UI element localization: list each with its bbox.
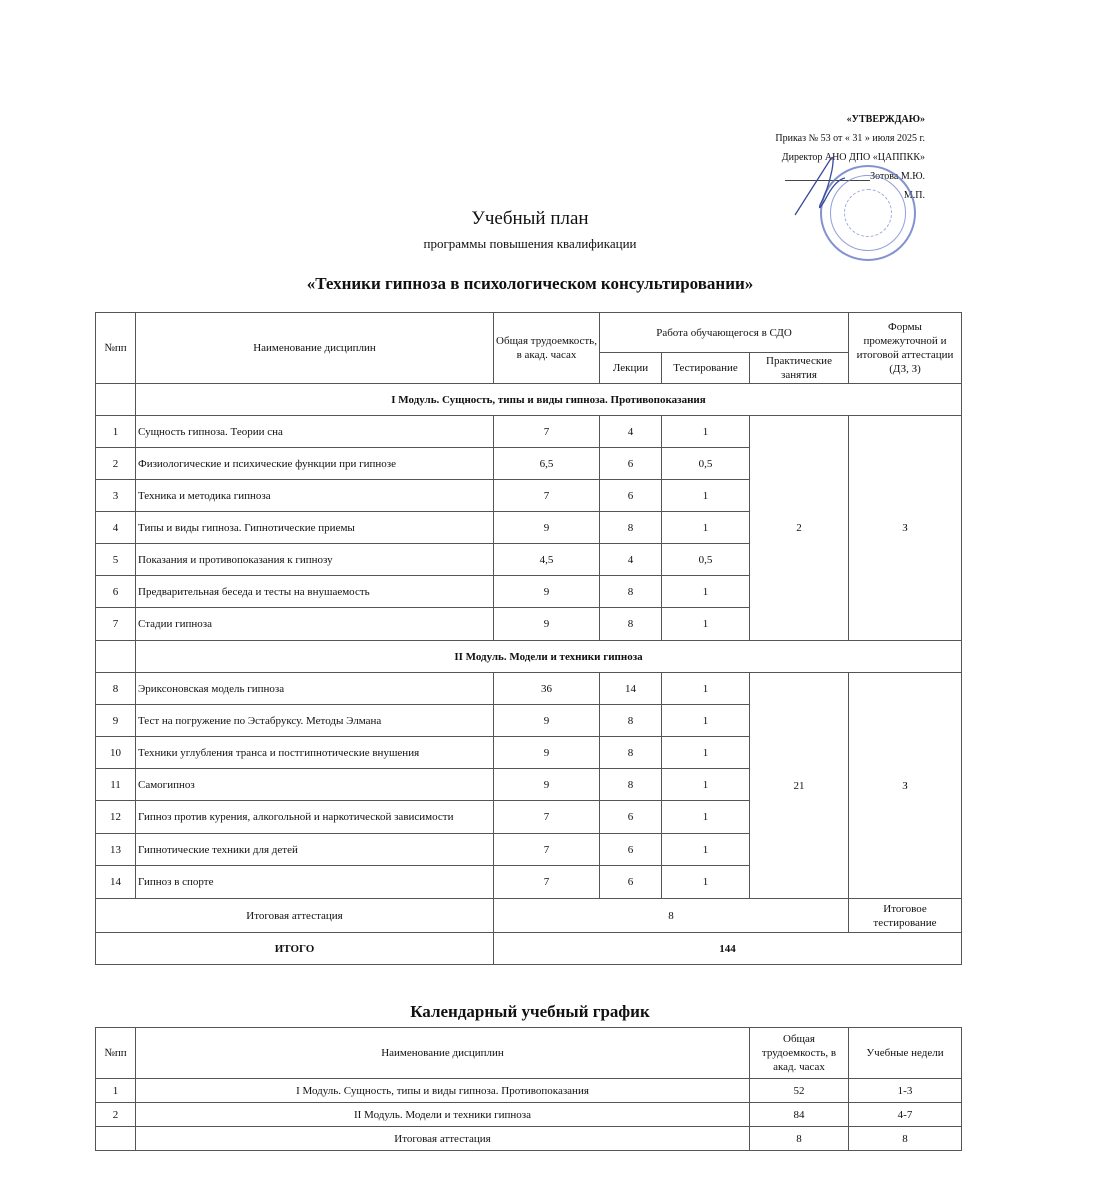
row-name: I Модуль. Сущность, типы и виды гипноза. Противопоказания [136, 1079, 750, 1103]
row-name: Гипноз в спорте [136, 866, 494, 899]
table-row [96, 1103, 962, 1127]
row-testing: 1 [662, 834, 750, 866]
row-name: Гипнотические техники для детей [136, 834, 494, 866]
row-name: Гипноз против курения, алкогольной и наркотической зависимости [136, 801, 494, 834]
row-name: Сущность гипноза. Теории сна [136, 416, 494, 448]
row-num: 6 [96, 576, 136, 608]
row-total: 36 [494, 673, 600, 705]
row-lectures: 8 [600, 512, 662, 544]
row-num: 13 [96, 834, 136, 866]
row-num: 12 [96, 801, 136, 834]
row-testing: 1 [662, 673, 750, 705]
calendar-title: Календарный учебный график [410, 1002, 650, 1021]
row-num: 1 [96, 416, 136, 448]
module-practice: 21 [750, 673, 849, 899]
row-lectures: 14 [600, 673, 662, 705]
row-total: 84 [750, 1103, 849, 1127]
cal-col-total-header: Общая трудоемкость, в акад. часах [750, 1028, 849, 1079]
col-practice-header: Практические занятия [750, 353, 849, 384]
page-title: Учебный план [471, 208, 589, 229]
row-total: 9 [494, 705, 600, 737]
row-name: Эриксоновская модель гипноза [136, 673, 494, 705]
approval-director: Директор АНО ДПО «ЦАППКК» [781, 152, 925, 163]
row-total: 7 [494, 834, 600, 866]
row-testing: 0,5 [662, 544, 750, 576]
final-label: Итоговая аттестация [96, 899, 494, 933]
col-total-header: Общая трудоемкость, в акад. часах [494, 313, 600, 384]
cal-col-weeks-header: Учебные недели [849, 1028, 962, 1079]
row-name: Типы и виды гипноза. Гипнотические приемы [136, 512, 494, 544]
row-name: Техники углубления транса и постгипнотические внушения [136, 737, 494, 769]
col-name-header: Наименование дисциплин [136, 313, 494, 384]
row-num: 11 [96, 769, 136, 801]
program-title: «Техники гипноза в психологическом консультировании» [306, 274, 754, 293]
row-lectures: 6 [600, 866, 662, 899]
row-name: Показания и противопоказания к гипнозу [136, 544, 494, 576]
row-total: 7 [494, 416, 600, 448]
module-title: I Модуль. Сущность, типы и виды гипноза. Противопоказания [136, 384, 962, 416]
row-name: Стадии гипноза [136, 608, 494, 641]
row-name: II Модуль. Модели и техники гипноза [136, 1103, 750, 1127]
total-hours: 144 [494, 933, 962, 965]
page-subtitle: программы повышения квалификации [423, 236, 637, 251]
row-total: 7 [494, 866, 600, 899]
row-num: 4 [96, 512, 136, 544]
row-total: 7 [494, 480, 600, 512]
row-weeks: 8 [849, 1127, 962, 1151]
row-testing: 1 [662, 576, 750, 608]
row-num: 14 [96, 866, 136, 899]
cal-col-num-header: №пп [96, 1028, 136, 1079]
row-num: 2 [96, 448, 136, 480]
row-num: 3 [96, 480, 136, 512]
row-lectures: 6 [600, 480, 662, 512]
col-lectures-header: Лекции [600, 353, 662, 384]
row-num: 2 [96, 1103, 136, 1127]
total-row [96, 933, 962, 965]
row-lectures: 8 [600, 576, 662, 608]
row-total: 7 [494, 801, 600, 834]
row-total: 9 [494, 512, 600, 544]
curriculum-table [95, 312, 962, 965]
row-name: Предварительная беседа и тесты на внушаемость [136, 576, 494, 608]
row-num: 8 [96, 673, 136, 705]
col-testing-header: Тестирование [662, 353, 750, 384]
final-attestation-row [96, 899, 962, 933]
approval-seal-label: М.П. [903, 190, 925, 201]
row-weeks: 1-3 [849, 1079, 962, 1103]
row-testing: 1 [662, 480, 750, 512]
row-name: Физиологические и психические функции при гипнозе [136, 448, 494, 480]
table-row [96, 1127, 962, 1151]
row-lectures: 8 [600, 608, 662, 641]
row-num: 7 [96, 608, 136, 641]
cal-col-name-header: Наименование дисциплин [136, 1028, 750, 1079]
calendar-table [95, 1027, 962, 1151]
row-name: Техника и методика гипноза [136, 480, 494, 512]
row-total: 6,5 [494, 448, 600, 480]
row-lectures: 8 [600, 769, 662, 801]
row-num: 1 [96, 1079, 136, 1103]
table-row [96, 1079, 962, 1103]
module-title: II Модуль. Модели и техники гипноза [136, 641, 962, 673]
row-testing: 1 [662, 769, 750, 801]
row-testing: 1 [662, 512, 750, 544]
row-testing: 1 [662, 608, 750, 641]
row-lectures: 4 [600, 544, 662, 576]
row-testing: 1 [662, 705, 750, 737]
final-hours: 8 [494, 899, 849, 933]
row-num [96, 1127, 136, 1151]
row-testing: 1 [662, 866, 750, 899]
row-lectures: 4 [600, 416, 662, 448]
row-name: Тест на погружение по Эстабруксу. Методы Элмана [136, 705, 494, 737]
row-lectures: 6 [600, 448, 662, 480]
col-work-group-header: Работа обучающегося в СДО [600, 313, 849, 353]
module-row-num [96, 384, 136, 416]
row-lectures: 6 [600, 801, 662, 834]
row-name: Итоговая аттестация [136, 1127, 750, 1151]
col-forms-header: Формы промежуточной и итоговой аттестации (ДЗ, З) [849, 313, 962, 384]
row-total: 9 [494, 737, 600, 769]
total-label: ИТОГО [96, 933, 494, 965]
row-total: 8 [750, 1127, 849, 1151]
row-testing: 0,5 [662, 448, 750, 480]
row-weeks: 4-7 [849, 1103, 962, 1127]
approval-order: Приказ № 53 от « 31 » июля 2025 г. [775, 133, 925, 144]
table-row [96, 416, 962, 448]
row-num: 10 [96, 737, 136, 769]
row-lectures: 8 [600, 705, 662, 737]
col-num-header: №пп [96, 313, 136, 384]
row-total: 9 [494, 576, 600, 608]
row-total: 9 [494, 608, 600, 641]
module-form: З [849, 416, 962, 641]
row-testing: 1 [662, 801, 750, 834]
final-form: Итоговое тестирование [849, 899, 962, 933]
module-practice: 2 [750, 416, 849, 641]
row-testing: 1 [662, 737, 750, 769]
table-row [96, 673, 962, 705]
row-num: 5 [96, 544, 136, 576]
row-total: 9 [494, 769, 600, 801]
row-lectures: 8 [600, 737, 662, 769]
row-lectures: 6 [600, 834, 662, 866]
row-num: 9 [96, 705, 136, 737]
row-total: 4,5 [494, 544, 600, 576]
row-name: Самогипноз [136, 769, 494, 801]
module-row-num [96, 641, 136, 673]
row-total: 52 [750, 1079, 849, 1103]
approval-name: Зотова М.Ю. [870, 171, 925, 182]
row-testing: 1 [662, 416, 750, 448]
approval-heading: «УТВЕРЖДАЮ» [846, 114, 925, 125]
module-form: З [849, 673, 962, 899]
